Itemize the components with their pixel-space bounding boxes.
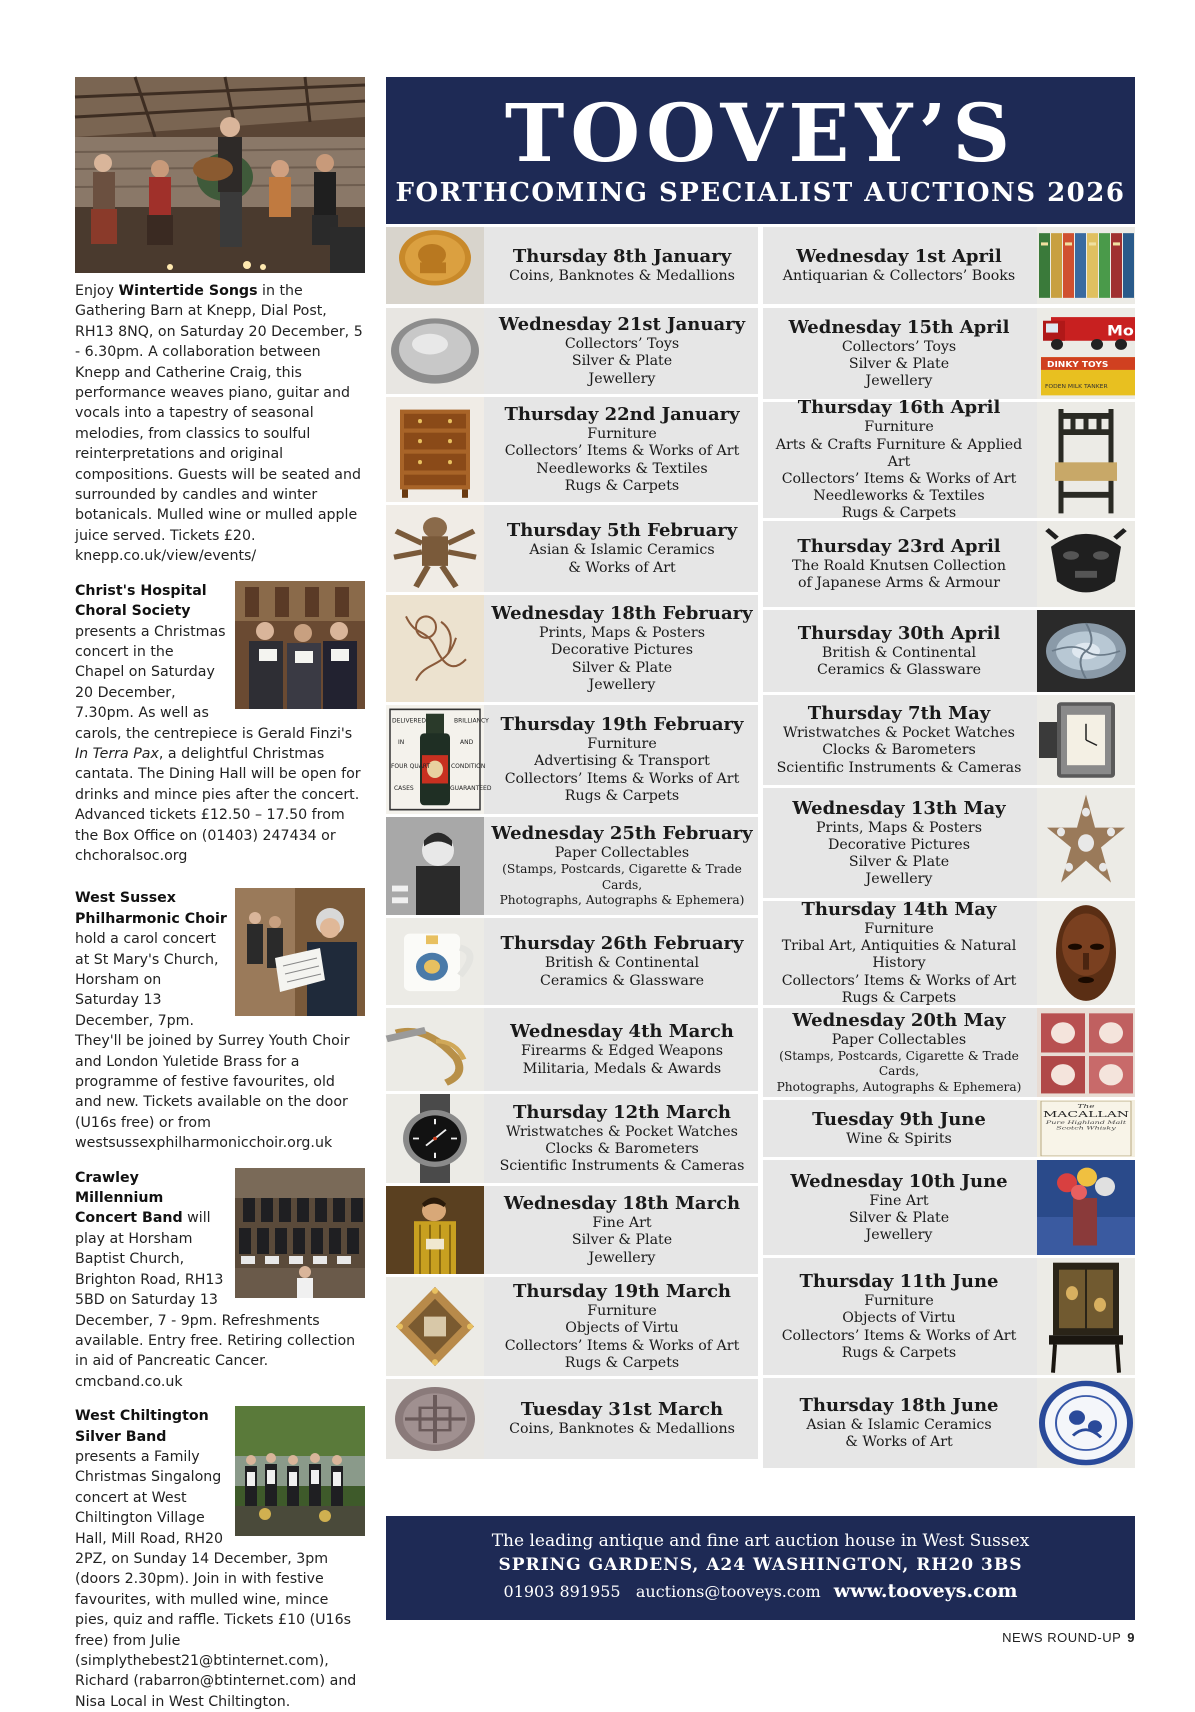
auction-details <box>486 1277 758 1376</box>
auction-category: Rugs & Carpets <box>564 477 680 494</box>
auction-thumb <box>1037 1378 1135 1468</box>
tooveys-advert <box>386 77 1135 1620</box>
auction-category: Wristwatches & Pocket Watches <box>783 725 1015 742</box>
blue-white-plate-icon <box>1037 1378 1135 1468</box>
page-footer <box>1002 1630 1135 1645</box>
stamps-icon <box>1037 1008 1135 1097</box>
auction-thumb <box>386 397 484 502</box>
toy-truck-icon <box>1037 308 1135 399</box>
auction-category: Needleworks & Textiles <box>536 460 708 477</box>
advertising-bottle-icon <box>386 705 492 814</box>
auction-date: Tuesday 9th June <box>812 1108 986 1130</box>
svg-text:DINKY TOYS: DINKY TOYS <box>1047 360 1109 371</box>
auction-date: Wednesday 25th February <box>491 823 753 845</box>
auction-category: Collectors’ Items & Works of Art <box>781 1327 1017 1344</box>
auction-thumb <box>1037 1100 1135 1157</box>
auction-category: Silver & Plate <box>571 353 673 370</box>
auction-thumb <box>1037 402 1135 518</box>
auction-thumb <box>386 505 484 592</box>
still-life-painting-icon <box>1037 1160 1135 1255</box>
auction-category: British & Continental <box>544 955 700 972</box>
auction-date: Thursday 19th March <box>513 1281 731 1303</box>
concert-band-image <box>235 1168 365 1298</box>
auction-row <box>386 1186 758 1274</box>
event-crawley-band: Crawley Millennium Concert Band will play at Horsham Baptist Church, Brighton Road, RH13 5BD on Saturday 13 December, 7 - 9pm. Refreshments available. Entry free. Retiring collection in aid of Pancreatic Cancer. cmcband.co.uk <box>75 1168 365 1392</box>
auction-date: Thursday 11th June <box>799 1271 999 1293</box>
choral-society-image <box>235 581 365 709</box>
auction-category: Advertising & Transport <box>534 753 710 770</box>
auction-category: Jewellery <box>588 676 656 693</box>
footer-phone: 01903 891955 <box>503 1582 621 1601</box>
auction-category-note: (Stamps, Postcards, Cigarette & Trade Cards, <box>502 862 742 892</box>
svg-text:Mo: Mo <box>1107 321 1134 340</box>
auction-date: Wednesday 15th April <box>788 316 1010 338</box>
silver-salver-icon <box>386 308 484 394</box>
auction-details <box>486 1094 758 1183</box>
auction-thumb <box>386 1008 484 1091</box>
auction-row <box>386 918 758 1005</box>
auction-thumb <box>386 595 484 702</box>
auction-details <box>486 1379 758 1459</box>
auction-details <box>486 397 758 502</box>
ad-subtitle: FORTHCOMING SPECIALIST AUCTIONS 2026 <box>395 178 1126 208</box>
auction-row <box>386 227 758 304</box>
auction-category: Prints, Maps & Posters <box>539 625 705 642</box>
auction-category: Furniture <box>864 1293 934 1310</box>
auction-date: Tuesday 31st March <box>520 1399 724 1421</box>
auction-row <box>386 505 758 592</box>
auction-category: Decorative Pictures <box>551 642 693 659</box>
auction-thumb <box>1037 1160 1135 1255</box>
svg-text:Pure Highland Malt: Pure Highland Malt <box>1045 1119 1127 1126</box>
auction-thumb <box>1037 901 1135 1005</box>
auction-category: Jewellery <box>865 871 933 888</box>
ad-header <box>386 77 1135 224</box>
auction-details <box>486 705 758 814</box>
whisky-label-icon <box>1037 1100 1135 1157</box>
auction-category: Paper Collectables <box>831 1031 967 1048</box>
news-column <box>75 77 365 1712</box>
auction-details <box>763 610 1035 692</box>
auction-category: Silver & Plate <box>571 659 673 676</box>
auction-thumb <box>1037 610 1135 692</box>
footer-address: SPRING GARDENS, A24 WASHINGTON, RH20 3BS <box>498 1555 1023 1575</box>
auction-category: Collectors’ Toys <box>841 338 957 355</box>
auction-date: Thursday 8th January <box>512 245 732 267</box>
auction-category: Silver & Plate <box>848 355 950 372</box>
phil-choir-photo <box>235 888 365 1016</box>
auction-date: Wednesday 18th March <box>503 1193 741 1215</box>
auction-category: Asian & Islamic Ceramics <box>529 542 715 559</box>
auction-thumb <box>386 918 484 1005</box>
auction-row <box>763 1258 1135 1375</box>
auction-category: Fine Art <box>592 1215 652 1232</box>
auction-category: Furniture <box>587 1303 657 1320</box>
ad-title: TOOVEY’S <box>504 86 1017 180</box>
svg-text:FODEN MILK TANKER: FODEN MILK TANKER <box>1045 384 1108 390</box>
svg-text:AND: AND <box>460 739 474 747</box>
event-west-sussex-phil: West Sussex Philharmonic Choir hold a carol concert at St Mary's Church, Horsham on Saturday 13 December, 7pm. They'll be joined by Surrey Youth Choir and London Yuletide Brass for a programme of festive favourites, old and new. Tickets available on the door (U16s free) or from westsussexphilharmonicchoir.org.uk <box>75 888 365 1153</box>
auction-category: Firearms & Edged Weapons <box>520 1043 723 1060</box>
auction-thumb <box>386 1094 484 1183</box>
auction-details <box>486 505 758 592</box>
auction-category: Furniture <box>587 736 657 753</box>
footer-email: auctions@tooveys.com <box>635 1582 821 1601</box>
auction-details <box>763 1378 1035 1468</box>
auction-thumb <box>386 705 492 814</box>
auction-row <box>763 227 1135 304</box>
auction-thumb <box>1037 308 1135 399</box>
star-brooch-icon <box>1037 788 1135 898</box>
auction-details <box>486 308 758 394</box>
auction-thumb <box>386 817 484 915</box>
svg-text:CONDITION: CONDITION <box>451 763 486 771</box>
chest-of-drawers-icon <box>386 397 484 502</box>
auction-category: Silver & Plate <box>571 1232 673 1249</box>
auction-category-note: Photographs, Autographs & Ephemera) <box>776 1079 1022 1094</box>
auction-details <box>763 1160 1035 1255</box>
auction-category: Tribal Art, Antiquities & Natural History <box>781 938 1017 972</box>
auction-details <box>763 521 1035 607</box>
sketch-drawing-icon <box>386 595 484 702</box>
books-icon <box>1037 227 1135 304</box>
glass-bowl-icon <box>1037 610 1135 692</box>
auction-category: The Roald Knutsen Collection <box>792 557 1006 574</box>
auction-category: Decorative Pictures <box>828 836 970 853</box>
page-number: 9 <box>1127 1630 1135 1645</box>
auction-date: Wednesday 4th March <box>510 1021 734 1043</box>
auction-category: Rugs & Carpets <box>564 1354 680 1371</box>
auction-date: Thursday 14th May <box>801 899 997 920</box>
auction-category-note: (Stamps, Postcards, Cigarette & Trade Cards, <box>779 1048 1019 1079</box>
auction-category: Rugs & Carpets <box>841 1344 957 1361</box>
auction-details <box>763 397 1035 522</box>
svg-text:MACALLAN: MACALLAN <box>1042 1109 1130 1120</box>
auction-category: Jewellery <box>588 370 656 387</box>
svg-text:GUARANTEED: GUARANTEED <box>450 784 492 793</box>
auction-date: Thursday 7th May <box>807 703 991 725</box>
auction-category: Furniture <box>587 426 657 443</box>
auction-details <box>763 901 1035 1005</box>
auction-category: Fine Art <box>869 1192 929 1209</box>
auction-category: British & Continental <box>821 644 977 661</box>
lacquer-cabinet-icon <box>1037 1258 1135 1375</box>
auction-details <box>763 1100 1035 1157</box>
auction-category: Jewellery <box>865 373 933 390</box>
sword-hilt-icon <box>386 1008 484 1091</box>
auction-category: Coins, Banknotes & Medallions <box>509 1421 735 1438</box>
porcelain-mug-icon <box>386 918 484 1005</box>
wintertide-photo <box>75 77 365 273</box>
auction-row <box>763 308 1135 399</box>
auction-details <box>486 918 758 1005</box>
auction-category: Collectors’ Toys <box>564 336 680 353</box>
auction-category: Wine & Spirits <box>846 1130 952 1147</box>
auction-thumb <box>386 227 484 304</box>
auction-row <box>386 817 758 915</box>
auction-row <box>386 397 758 502</box>
auction-category: Clocks & Barometers <box>822 742 976 759</box>
auction-row <box>763 397 1135 522</box>
auction-row <box>386 705 758 814</box>
auction-row <box>763 521 1135 607</box>
auction-row <box>763 1378 1135 1468</box>
svg-text:CASES: CASES <box>394 784 414 793</box>
auction-category: & Works of Art <box>568 559 676 576</box>
auction-category: Wristwatches & Pocket Watches <box>506 1123 738 1140</box>
buckle-icon <box>386 1277 484 1376</box>
auction-row <box>763 610 1135 692</box>
auction-details <box>763 1008 1035 1097</box>
auction-category: Collectors’ Items & Works of Art <box>504 1337 740 1354</box>
auction-category: Objects of Virtu <box>565 1320 679 1337</box>
auction-category: & Works of Art <box>845 1434 953 1450</box>
auction-category: Asian & Islamic Ceramics <box>806 1416 992 1433</box>
auction-category-note: Photographs, Autographs & Ephemera) <box>499 893 745 908</box>
auction-date: Thursday 16th April <box>797 397 1001 419</box>
auction-details <box>486 817 758 915</box>
auction-row <box>386 1094 758 1183</box>
auction-date: Thursday 12th March <box>513 1101 731 1123</box>
auction-details <box>763 695 1035 785</box>
auction-details <box>486 227 758 304</box>
auction-category: Collectors’ Items & Works of Art <box>504 770 740 787</box>
section-name: NEWS ROUND-UP <box>1002 1630 1122 1645</box>
auction-row <box>386 308 758 394</box>
footer-tagline: The leading antique and fine art auction house in West Sussex <box>491 1531 1030 1551</box>
auction-category: Ceramics & Glassware <box>816 662 982 678</box>
auction-date: Wednesday 10th June <box>790 1170 1008 1192</box>
svg-text:FOUR QUART: FOUR QUART <box>391 763 431 771</box>
auction-details <box>486 1186 758 1274</box>
auction-row <box>763 695 1135 785</box>
auction-thumb <box>1037 695 1135 785</box>
auction-thumb <box>386 308 484 394</box>
gold-coin-icon <box>386 227 484 304</box>
auction-category: of Japanese Arms & Armour <box>797 575 1001 591</box>
auction-date: Thursday 23rd April <box>797 535 1001 557</box>
auction-category: Scientific Instruments & Cameras <box>499 1158 745 1175</box>
auction-details <box>763 227 1035 304</box>
auction-category: Rugs & Carpets <box>841 505 957 522</box>
auction-row <box>386 1277 758 1376</box>
footer-website: www.tooveys.com <box>833 1580 1018 1602</box>
event-christs-hospital: Christ's Hospital Choral Society presents a Christmas concert in the Chapel on Saturday 20 December, 7.30pm. As well as carols, the centrepiece is Gerald Finzi's In Terra Pax, a delightful Christmas cantata. The Dining Hall will be open for drinks and mince pies after the concert. Advanced tickets £12.50 – 17.50 from the Box Office on (01403) 247434 or chchoralsoc.org <box>75 581 365 867</box>
auction-thumb <box>1037 521 1135 607</box>
rush-chair-icon <box>1037 402 1135 518</box>
auction-date: Thursday 5th February <box>506 520 738 542</box>
auction-category: Antiquarian & Collectors’ Books <box>782 267 1016 284</box>
wristwatch-icon <box>386 1094 484 1183</box>
auction-thumb <box>386 1186 484 1274</box>
auction-category: Needleworks & Textiles <box>813 488 985 505</box>
auction-thumb <box>1037 1258 1135 1375</box>
auction-category: Jewellery <box>588 1249 656 1266</box>
auction-details <box>486 595 758 702</box>
auction-thumb <box>1037 1008 1135 1097</box>
auction-category: Prints, Maps & Posters <box>816 819 982 836</box>
auction-category: Rugs & Carpets <box>564 787 680 804</box>
samurai-mask-icon <box>1037 521 1135 607</box>
auction-category: Collectors’ Items & Works of Art <box>781 471 1017 487</box>
auction-category: Clocks & Barometers <box>545 1140 699 1157</box>
event-wintertide: Enjoy Wintertide Songs in the Gathering Barn at Knepp, Dial Post, RH13 8NQ, on Saturday 20 December, 5 - 6.30pm. A collaboration between Knepp and Catherine Craig, this performance weaves piano, guitar and vocals into a tapestry of seasonal melodies, from classics to soulful reinterpretations and original compositions. Guests will be seated and surrounded by candles and winter botanicals. Mulled wine or mulled apple juice served. Tickets £20. knepp.co.uk/view/events/ <box>75 283 363 565</box>
choir-photo <box>235 581 365 709</box>
auction-row <box>763 788 1135 898</box>
silver-band-photo <box>235 1406 365 1536</box>
auction-date: Wednesday 1st April <box>796 245 1002 267</box>
auction-date: Wednesday 13th May <box>792 797 1006 819</box>
auction-date: Thursday 26th February <box>500 933 744 955</box>
auction-category: Jewellery <box>865 1227 933 1244</box>
auction-thumb <box>1037 227 1135 304</box>
auction-category: Objects of Virtu <box>842 1310 956 1327</box>
auction-thumb <box>1037 788 1135 898</box>
auction-row <box>763 1008 1135 1097</box>
auction-date: Wednesday 18th February <box>491 603 753 625</box>
auction-row <box>386 1008 758 1091</box>
auction-date: Thursday 30th April <box>797 622 1001 644</box>
auction-date: Thursday 19th February <box>500 714 744 736</box>
svg-text:Scotch Whisky: Scotch Whisky <box>1056 1125 1116 1132</box>
auction-date: Wednesday 20th May <box>792 1009 1006 1031</box>
svg-text:IN: IN <box>398 739 405 747</box>
auction-details <box>763 788 1035 898</box>
auction-category: Collectors’ Items & Works of Art <box>504 443 740 460</box>
auction-thumb <box>386 1379 484 1459</box>
auction-row <box>386 595 758 702</box>
auction-row <box>763 1100 1135 1157</box>
auction-category: Rugs & Carpets <box>841 989 957 1006</box>
auction-row <box>386 1379 758 1459</box>
auction-category: Collectors’ Items & Works of Art <box>781 972 1017 989</box>
auction-category: Arts & Crafts Furniture & Applied Art <box>775 436 1023 470</box>
svg-text:The: The <box>1077 1103 1095 1110</box>
auction-category: Coins, Banknotes & Medallions <box>509 267 735 284</box>
auction-date: Thursday 18th June <box>799 1394 999 1416</box>
phil-choir-image <box>235 888 365 1016</box>
ad-footer <box>386 1516 1135 1620</box>
footer-contact <box>386 1579 1135 1604</box>
auction-category: Militaria, Medals & Awards <box>522 1060 722 1077</box>
auction-details <box>763 1258 1035 1375</box>
bronze-deity-icon <box>386 505 484 592</box>
portrait-painting-icon <box>386 1186 484 1274</box>
auction-category: Furniture <box>864 921 934 937</box>
auction-category: Ceramics & Glassware <box>539 972 705 989</box>
svg-text:DELIVERED: DELIVERED <box>392 717 426 725</box>
auction-details <box>763 308 1035 399</box>
auction-category: Paper Collectables <box>554 845 690 862</box>
auction-details <box>486 1008 758 1091</box>
auction-row <box>763 1160 1135 1255</box>
auction-category: Furniture <box>864 419 934 436</box>
auction-thumb <box>386 1277 484 1376</box>
auction-date: Wednesday 21st January <box>498 314 746 336</box>
barn-performance-image <box>75 77 365 273</box>
travel-clock-icon <box>1037 695 1135 785</box>
auction-category: Silver & Plate <box>848 1209 950 1226</box>
auction-category: Scientific Instruments & Cameras <box>776 759 1022 776</box>
tribal-mask-icon <box>1037 901 1135 1005</box>
auction-category: Silver & Plate <box>848 854 950 870</box>
svg-text:BRILLIANCY: BRILLIANCY <box>454 717 489 725</box>
vintage-photo-icon <box>386 817 484 915</box>
silver-band-image <box>235 1406 365 1536</box>
auction-date: Thursday 22nd January <box>504 404 740 426</box>
band-photo <box>235 1168 365 1298</box>
auction-row <box>763 901 1135 1005</box>
silver-coin-icon <box>386 1379 484 1459</box>
event-west-chiltington-band: West Chiltington Silver Band presents a Family Christmas Singalong concert at West Chiltington Village Hall, Mill Road, RH20 2PZ, on Sunday 14 December, 3pm (doors 2.30pm). Join in with festive favourites, with mulled wine, mince pies, quiz and raffle. Tickets £10 (U16s free) from Julie (simplythebest21@btinternet.com), Richard (rabarron@btinternet.com) and Nisa Local in West Chiltington. <box>75 1406 365 1712</box>
